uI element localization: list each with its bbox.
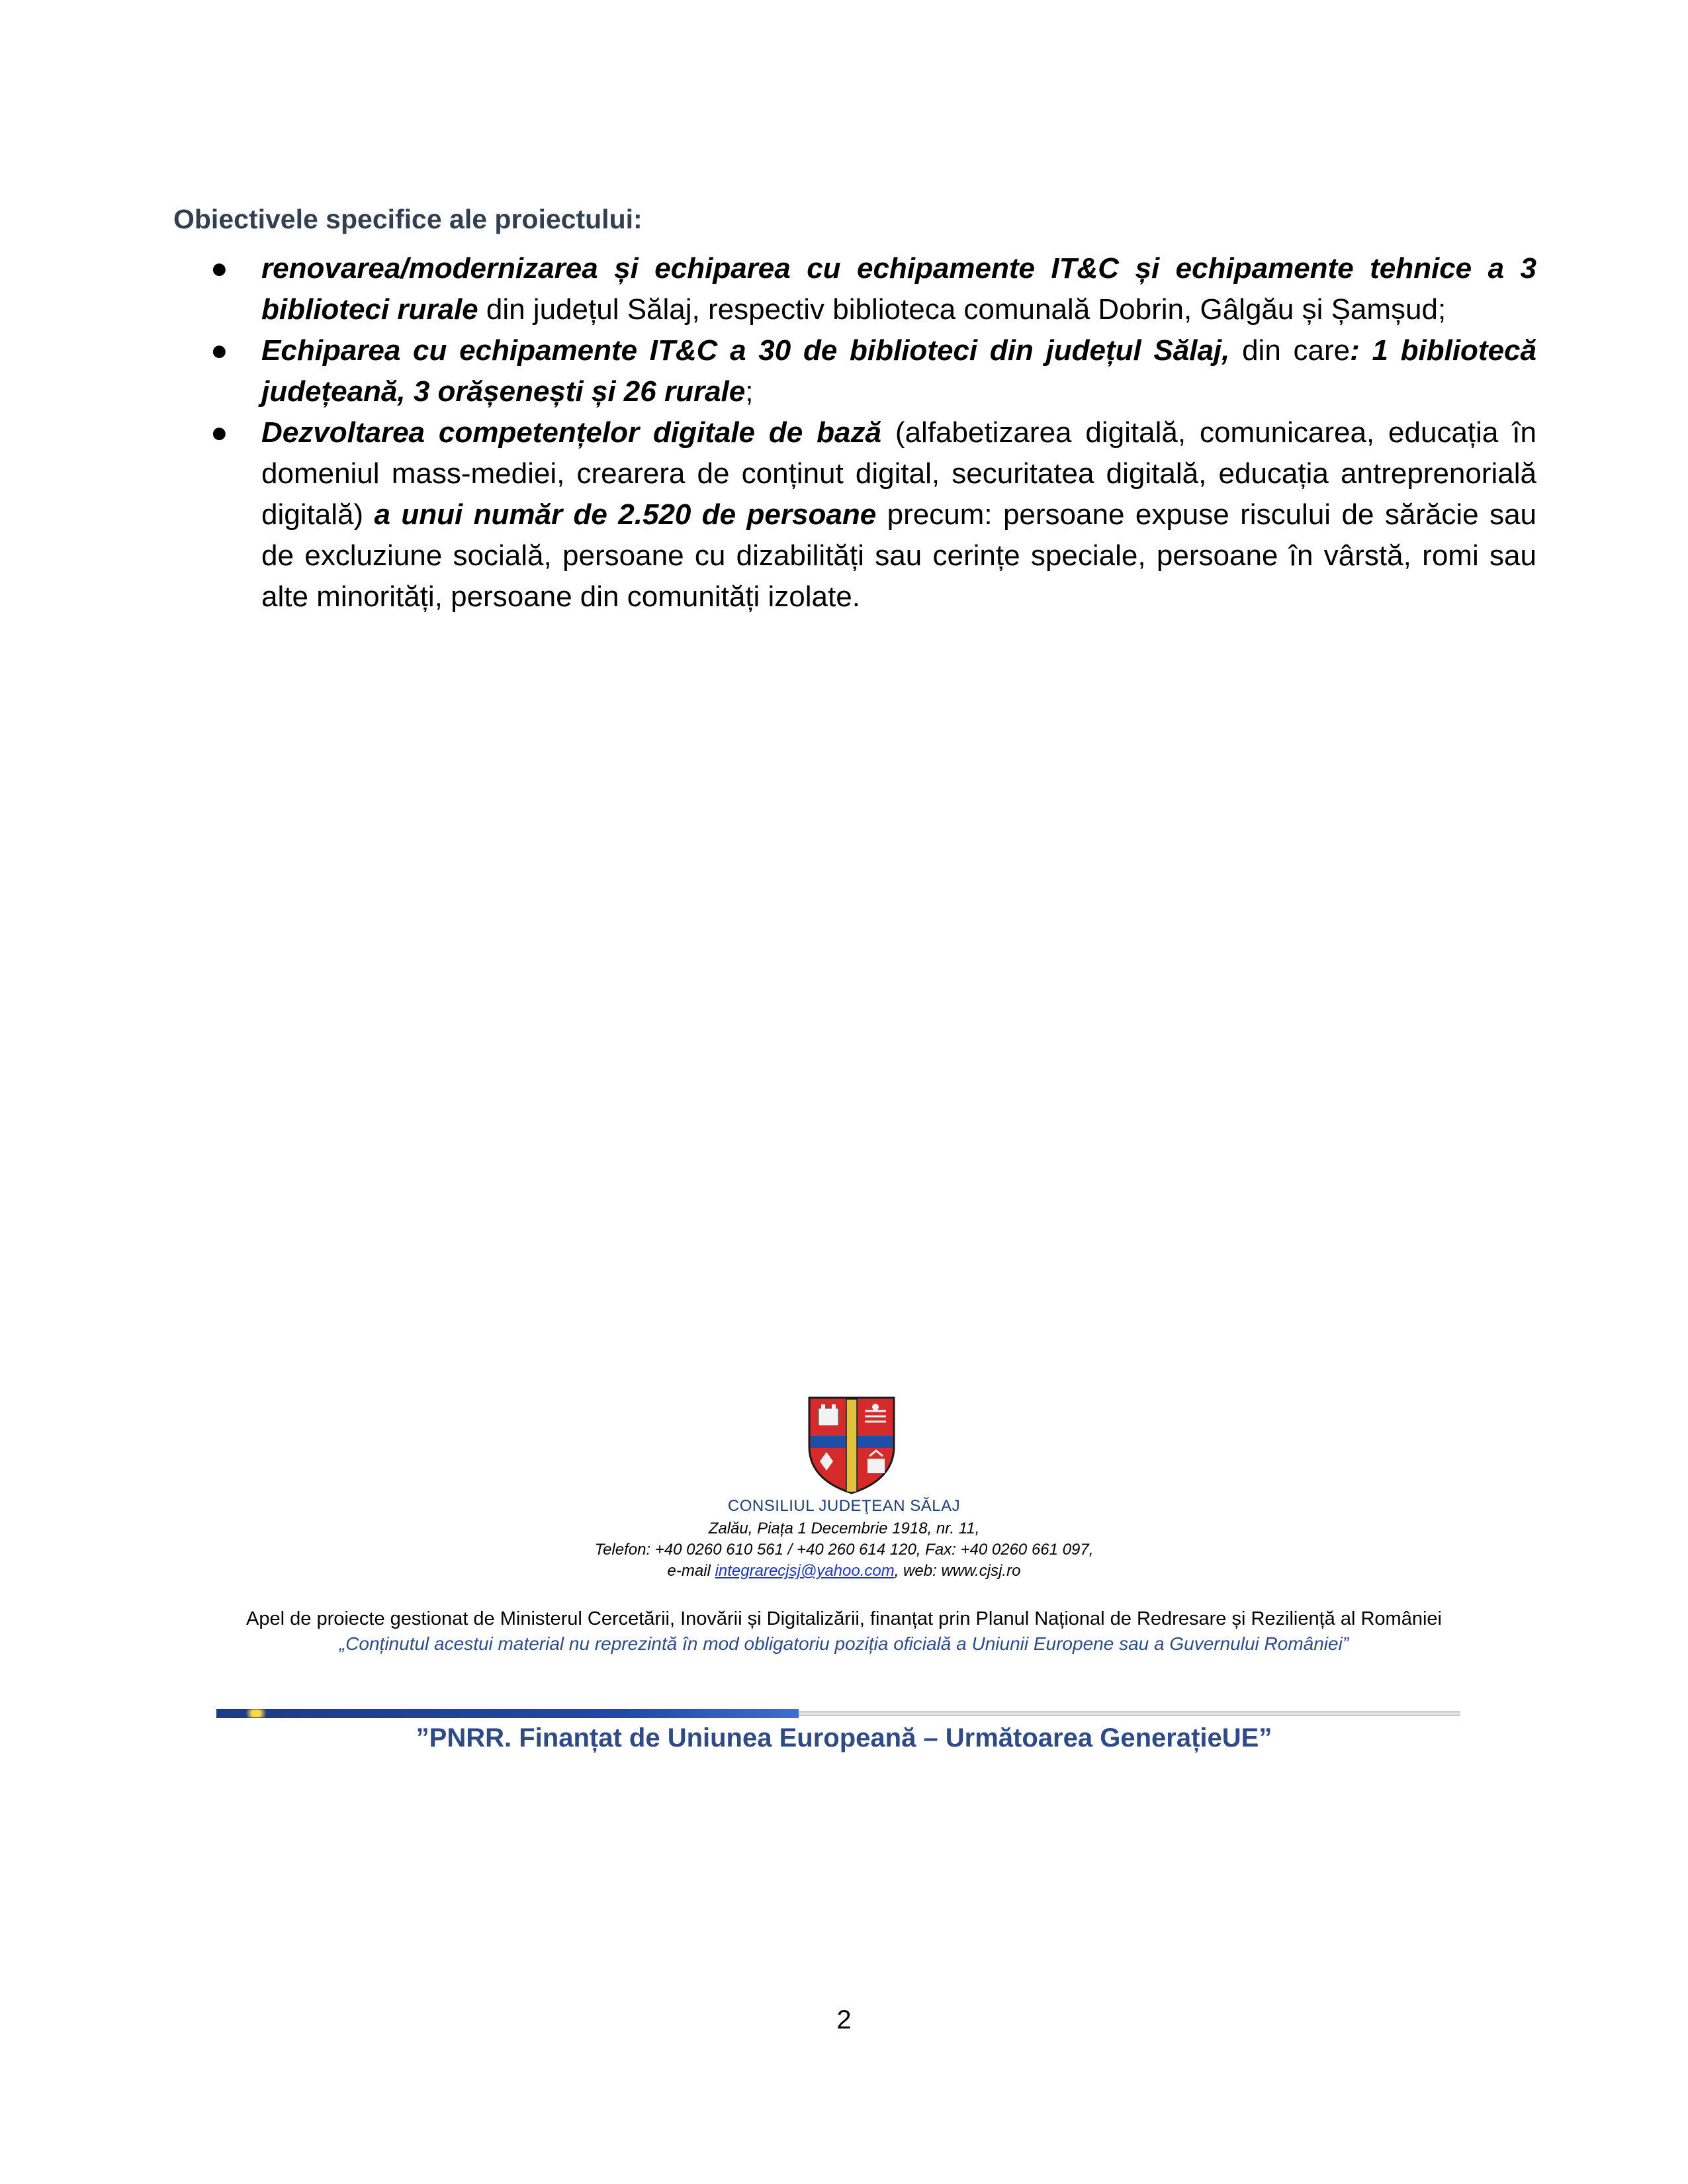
funding-statement: Apel de proiecte gestionat de Ministerul Cercetării, Inovării și Digitalizării, finanțat prin Planul Național de Redresare și Reziliență al României [246,1608,1442,1629]
list-item [173,330,1536,412]
objective-emphasis: Echiparea cu echipamente IT&C a 30 de biblioteci din județul Sălaj, [261,334,1230,367]
objective-emphasis: a unui număr de 2.520 de persoane [374,498,877,531]
coat-of-arms-icon [807,1395,897,1494]
email-label: e-mail [667,1562,715,1580]
email-link[interactable]: integrarecjsj@yahoo.com [715,1562,895,1580]
list-item [173,248,1536,330]
bullet-icon: ● [210,334,228,367]
web-address: , web: www.cjsj.ro [894,1562,1021,1580]
pnrr-tagline: ”PNRR. Finanțat de Uniunea Europeană – Următoarea GenerațieUE” [416,1723,1272,1752]
objective-emphasis: : 1 bibliotecă județeană, 3 orășenești și 26 rurale [261,334,1536,408]
objective-emphasis: renovarea/modernizarea și echiparea cu echipamente IT&C și echipamente tehnice a 3 biblioteci rurale [261,252,1536,326]
banner-blue-segment [216,1709,799,1718]
page-number: 2 [836,2005,852,2034]
objective-emphasis: Dezvoltarea competențelor digitale de bază [261,416,882,449]
council-address: Zalău, Piața 1 Decembrie 1918, nr. 11, [708,1520,980,1537]
banner-grey-segment [799,1711,1460,1716]
disclaimer: „Conținutul acestui material nu reprezintă în mod obligatoriu poziția oficială a Uniunii Europene sau a Guvernului României” [339,1633,1349,1654]
council-name: CONSILIUL JUDEŢEAN SĂLAJ [727,1497,961,1515]
objective-text: (alfabetizarea digitală, comunicarea, educația în domeniul mass-mediei, crearera de conținut digital, securitatea digitală, educația antreprenorială digitală) [261,416,1537,531]
objective-text: ; [745,375,754,408]
list-item [173,412,1536,617]
council-phone: Telefon: +40 0260 610 561 / +40 260 614 120, Fax: +40 0260 661 097, [594,1541,1094,1559]
objectives-list [173,248,1536,617]
bullet-icon: ● [210,252,228,285]
eu-banner-stripe [216,1709,1460,1718]
council-contact [0,1562,1688,1580]
star-icon [243,1709,269,1717]
bullet-icon: ● [210,416,228,449]
objective-text: precum: persoane expuse riscului de sărăcie sau de excluziune socială, persoane cu dizabilități sau cerințe speciale, persoane în vârstă, romi sau alte minorități, persoane din comunități izolate. [261,498,1537,613]
objective-text: din care [1229,334,1351,367]
objective-text: din județul Sălaj, respectiv biblioteca comunală Dobrin, Gâlgău și Șamșud; [478,293,1446,326]
section-heading: Obiectivele specifice ale proiectului: [173,204,643,234]
